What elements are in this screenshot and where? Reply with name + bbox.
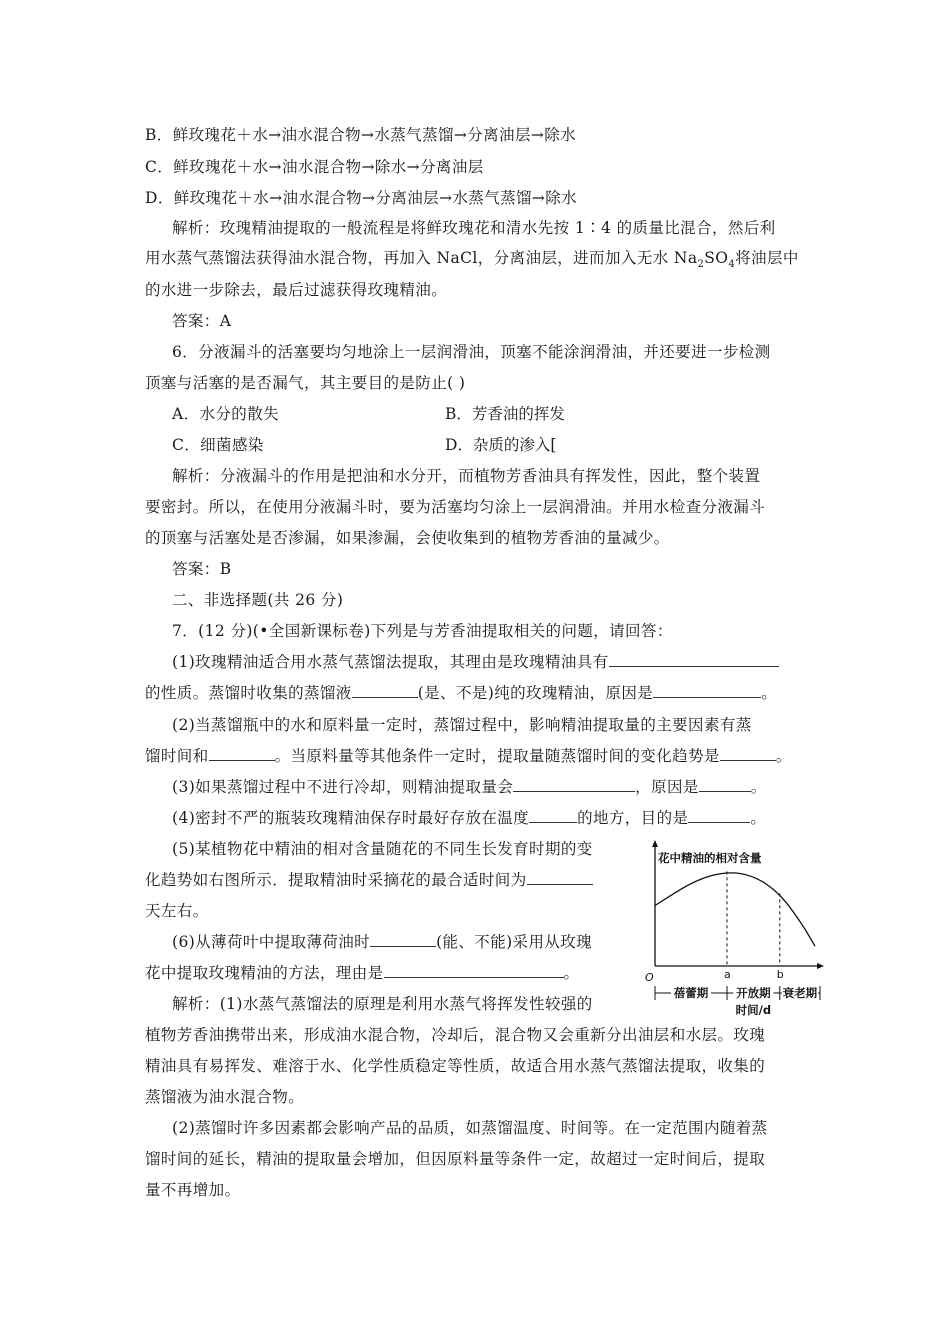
q7-analysis-line4: 蒸馏液为油水混合物。 [145,1088,305,1106]
q6-stem-line2: 顶塞与活塞的是否漏气，其主要目的是防止( ) [145,374,466,392]
q6-stem-line1: 6．分液漏斗的活塞要均匀地涂上一层润滑油，顶塞不能涂润滑油，并还要进一步检测 [172,343,771,361]
answer-blank[interactable] [529,808,577,823]
q7-stem: 7．(12 分)(•全国新课标卷)下列是与芳香油提取相关的问题，请回答： [172,622,673,640]
q7-part1-line1: (1)玫瑰精油适合用水蒸气蒸馏法提取，其理由是玫瑰精油具有 [172,650,779,672]
answer-blank[interactable] [720,746,776,761]
q7-part1-line2: 的性质。蒸馏时收集的蒸馏液 (是、不是)纯的玫瑰精油，原因是 。 [145,684,778,702]
y-axis-arrow [652,840,658,847]
marker-b-label: b [776,968,784,981]
q6-option-b: B．芳香油的挥发 [445,405,565,423]
q7-part6-line1: (6)从薄荷叶中提取薄荷油时 (能、不能)采用从玫瑰 [172,933,593,951]
answer-blank[interactable] [688,808,750,823]
q6-option-a: A．水分的散失 [172,405,279,423]
q7-analysis-line1: 解析：(1)水蒸气蒸馏法的原理是利用水蒸气将挥发性较强的 [172,995,593,1013]
q5-analysis-line1: 解析：玫瑰精油提取的一般流程是将鲜玫瑰花和清水先按 1∶4 的质量比混合，然后利 [172,219,776,237]
q7-part5-line3: 天左右。 [145,902,209,920]
stage-label-bloom: 开放期 [736,986,771,1000]
q6-analysis-line1: 解析：分液漏斗的作用是把油和水分开，而植物芳香油具有挥发性，因此，整个装置 [172,467,761,485]
y-axis-label: 花中精油的相对含量 [658,851,762,865]
q7-analysis-line2: 植物芳香油携带出来，形成油水混合物，冷却后，混合物又会重新分出油层和水层。玫瑰 [145,1026,766,1044]
q7-analysis-line3: 精油具有易挥发、难溶于水、化学性质稳定等性质，故适合用水蒸气蒸馏法提取，收集的 [145,1057,766,1075]
answer-blank[interactable] [513,777,635,792]
q5-analysis-line2: 用水蒸气蒸馏法获得油水混合物，再加入 NaCl，分离油层，进而加入无水 $Na_2SO_4$将油层中 [145,249,799,271]
answer-blank[interactable] [384,963,564,978]
answer-blank[interactable] [370,932,436,947]
q5-option-d: D．鲜玫瑰花＋水→油水混合物→分离油层→水蒸气蒸馏→除水 [145,189,578,207]
q6-answer: 答案：B [172,560,232,578]
q5-analysis-line3: 的水进一步除去，最后过滤获得玫瑰精油。 [145,281,448,299]
x-axis-label: 时间/d [735,1003,772,1017]
answer-blank[interactable] [609,652,779,667]
series-line [655,873,815,946]
marker-a-label: a [724,968,731,981]
origin-label: O [645,971,654,984]
q7-part5-line2: 化趋势如右图所示．提取精油时采摘花的最合适时间为 [145,868,593,890]
q7-analysis-line7: 量不再增加。 [145,1181,241,1199]
q7-part2-line2: 馏时间和 。当原料量等其他条件一定时，提取量随蒸馏时间的变化趋势是 。 [145,747,792,765]
q6-option-c: C．细菌感染 [172,436,264,454]
answer-blank[interactable] [653,683,761,698]
q5-answer: 答案：A [172,312,232,330]
answer-blank[interactable] [352,683,418,698]
q7-part4: (4)密封不严的瓶装玫瑰精油保存时最好存放在温度 的地方，目的是 。 [172,809,767,827]
q7-part2-line1: (2)当蒸馏瓶中的水和原料量一定时，蒸馏过程中，影响精油提取量的主要因素有蒸 [172,716,752,734]
q6-option-d: D．杂质的渗入[ [445,436,557,454]
q7-part5-line1: (5)某植物花中精油的相对含量随花的不同生长发育时期的变 [172,840,593,858]
q5-option-b: B．鲜玫瑰花＋水→油水混合物→水蒸气蒸馏→分离油层→除水 [145,126,577,144]
q5-option-c: C．鲜玫瑰花＋水→油水混合物→除水→分离油层 [145,158,484,176]
stage-label-bud: 蓓蕾期 [673,986,709,1000]
essential-oil-chart [640,836,825,1036]
q6-analysis-line3: 的顶塞与活塞处是否渗漏，如果渗漏，会使收集到的植物芳香油的量减少。 [145,529,670,547]
answer-blank[interactable] [209,746,275,761]
answer-blank[interactable] [527,870,593,885]
q7-analysis-line5: (2)蒸馏时许多因素都会影响产品的品质，如蒸馏温度、时间等。在一定范围内随着蒸 [172,1119,768,1137]
q7-part6-line2: 花中提取玫瑰精油的方法，理由是 。 [145,964,580,982]
q7-analysis-line6: 馏时间的延长，精油的提取量会增加，但因原料量等条件一定，故超过一定时间后，提取 [145,1150,766,1168]
stage-label-aging: 衰老期 [782,986,818,1000]
x-axis-arrow [817,963,824,969]
q6-analysis-line2: 要密封。所以，在使用分液漏斗时，要为活塞均匀涂上一层润滑油。并用水检查分液漏斗 [145,498,766,516]
section-heading: 二、非选择题(共 26 分) [172,591,344,609]
answer-blank[interactable] [699,777,751,792]
q7-part3: (3)如果蒸馏过程中不进行冷却，则精油提取量会 ，原因是 。 [172,778,767,796]
